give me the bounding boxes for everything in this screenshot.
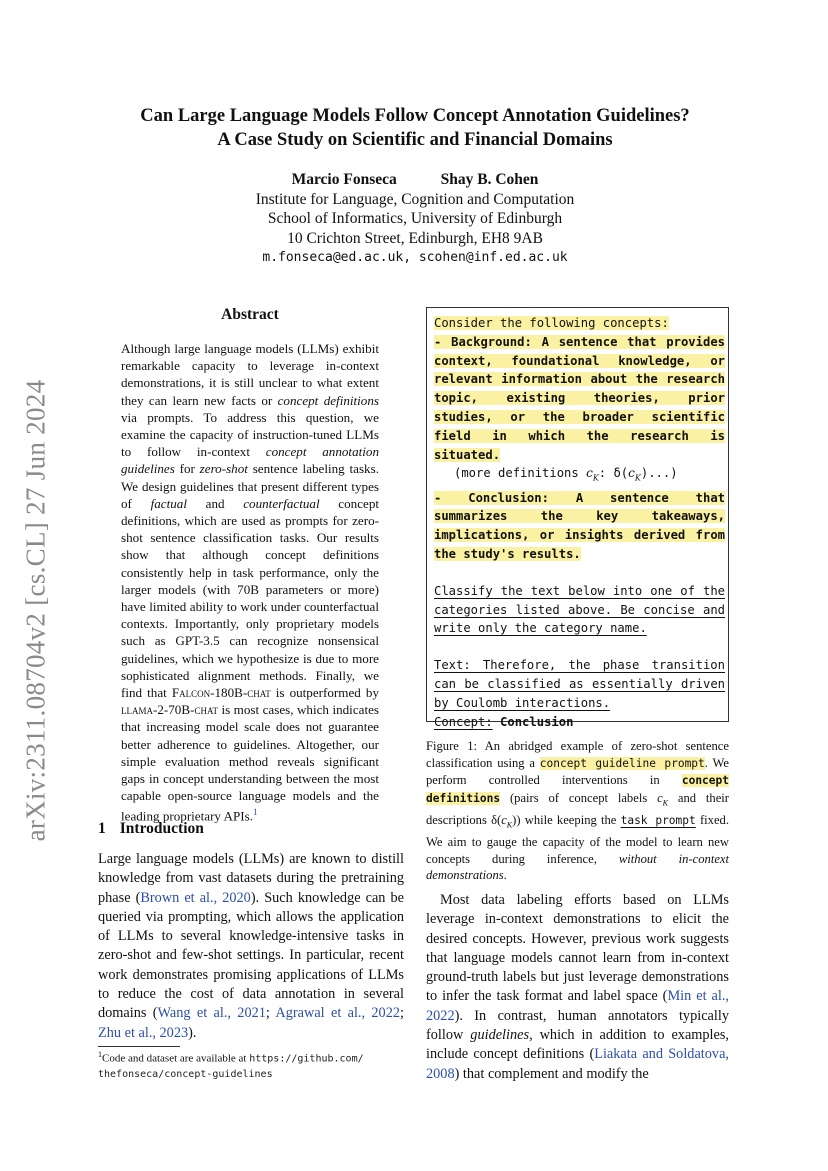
- footnote-url[interactable]: https://github.com/ thefonseca/concept-guidelines: [98, 1053, 364, 1081]
- citation-link[interactable]: Min et al., 2022: [426, 988, 729, 1024]
- affiliation-2: School of Informatics, University of Edinburgh: [267, 210, 563, 227]
- caption-term: concept definitions: [426, 774, 729, 805]
- title-line-1: Can Large Language Models Follow Concept Annotation Guidelines?: [140, 106, 690, 126]
- caption-term: task prompt: [620, 813, 696, 827]
- paper-title: [90, 104, 740, 152]
- conclusion-definition: - Conclusion: A sentence that summarizes the key takeaways, implications, or insights derived from the study's results.: [434, 490, 725, 561]
- arxiv-id: arXiv:2311.08704v2 [cs.CL] 27 Jun 2024: [20, 379, 51, 841]
- task-prompt: Classify the text below into one of the categories listed above. Be concise and write only the category name.: [434, 583, 725, 636]
- intro-paragraph: Large language models (LLMs) are known to distill knowledge from vast datasets during the pretraining phase (Brown et al., 2020). Such knowledge can be queried via prompting, which allows the application of LLMs to several knowledge-intensive tasks in zero-shot and few-shot settings. In particular, recent work demonstrates promising applications of LLMs to reduce the cost of data annotation in several domains (Wang et al., 2021; Agrawal et al., 2022; Zhu et al., 2023).: [98, 851, 404, 1041]
- citation-link[interactable]: Brown et al., 2020: [140, 889, 251, 906]
- citation-link[interactable]: Liakata and Soldatova, 2008: [426, 1046, 729, 1082]
- author-1: Marcio Fonseca: [291, 171, 397, 188]
- figure-1-caption: Figure 1: An abridged example of zero-shot sentence classification using a concept guideline prompt. We perform controlled interventions in concept definitions (pairs of concept labels $c_K$ and their descriptions $\delta(c_K)$) while keeping the task prompt fixed. We aim to gauge the capacity of the model to learn new concepts during inference, without in-context demonstrations.: [426, 739, 729, 883]
- citation-link[interactable]: Agrawal et al., 2022: [275, 1005, 401, 1022]
- abstract-body: Although large language models (LLMs) exhibit remarkable capacity to leverage in-context demonstrations, it is still unclear to what extent they can learn new facts or concept definitions via prompts. To address this question, we examine the capacity of instruction-tuned LLMs to follow in-context concept annotation guidelines for zero-shot sentence labeling tasks. We design guidelines that present different types of factual and counterfactual concept definitions, which are used as prompts for zero-shot sentence classification tasks. Our results show that although concept definitions consistently help in task performance, only the larger models (with 70B parameters or more) have limited ability to work under counterfactual contexts. Importantly, only proprietary models such as GPT-3.5 can recognize nonsensical guidelines, which we hypothesize is due to more sophisticated alignment methods. Finally, we find that Falcon-180B-chat is outperformed by llama-2-70B-chat is most cases, which indicates that increasing model scale does not guarantee better adherence to guidelines. Altogether, our simple evaluation method reveals significant gaps in concept understanding between the most capable open-source language models and the leading proprietary APIs.$^1$: [121, 341, 379, 824]
- section-heading: 1 Introduction: [98, 820, 204, 837]
- model-name: Falcon-180B-chat: [171, 685, 271, 701]
- affiliation-1: Institute for Language, Cognition and Computation: [255, 190, 575, 208]
- model-name: llama-2-70B-chat: [121, 702, 218, 718]
- citation-link[interactable]: Wang et al., 2021: [157, 1005, 266, 1022]
- author-names: [90, 170, 740, 190]
- emails: m.fonseca@ed.ac.uk, scohen@inf.ed.ac.uk: [262, 250, 568, 265]
- address: 10 Crichton Street, Edinburgh, EH8 9AB: [287, 229, 543, 247]
- footnote-ref[interactable]: 1: [253, 807, 258, 818]
- input-text: Text: Therefore, the phase transition can be classified as essentially driven by Coulomb interactions.: [434, 658, 725, 710]
- background-definition: - Background: A sentence that provides context, foundational knowledge, or relevant information about the research topic, existing theories, prior studies, or the broader scientific field in which the research is situated.: [434, 334, 725, 462]
- more-definitions: (more definitions $c_K$: $\delta(c_K)$...): [454, 466, 678, 483]
- concept-intro: Consider the following concepts:: [434, 316, 669, 330]
- author-block: [90, 170, 740, 268]
- footnote: $^1$Code and dataset are available at https://github.com/ thefonseca/concept-guidelines: [98, 1050, 364, 1081]
- body-paragraph: Most data labeling efforts based on LLMs leverage in-context demonstrations to elicit the desired concepts. However, previous work suggests that language models cannot learn from in-context ground-truth labels but just leverage demonstrations to infer the task format and label space (Min et al., 2022). In contrast, human annotators typically follow guidelines, which in addition to examples, include concept definitions (Liakata and Soldatova, 2008) that complement and modify the: [426, 892, 730, 1082]
- footnote-rule: [98, 1046, 180, 1047]
- concept-answer: Concept: Conclusion: [434, 714, 574, 729]
- abstract-heading: Abstract: [221, 306, 279, 323]
- title-line-2: A Case Study on Scientific and Financial Domains: [217, 130, 613, 150]
- arxiv-sidebar: [20, 370, 52, 850]
- author-2: Shay B. Cohen: [440, 171, 539, 188]
- prompt-example: [434, 314, 725, 731]
- caption-term: concept guideline prompt: [539, 756, 705, 770]
- citation-link[interactable]: Zhu et al., 2023: [98, 1024, 189, 1041]
